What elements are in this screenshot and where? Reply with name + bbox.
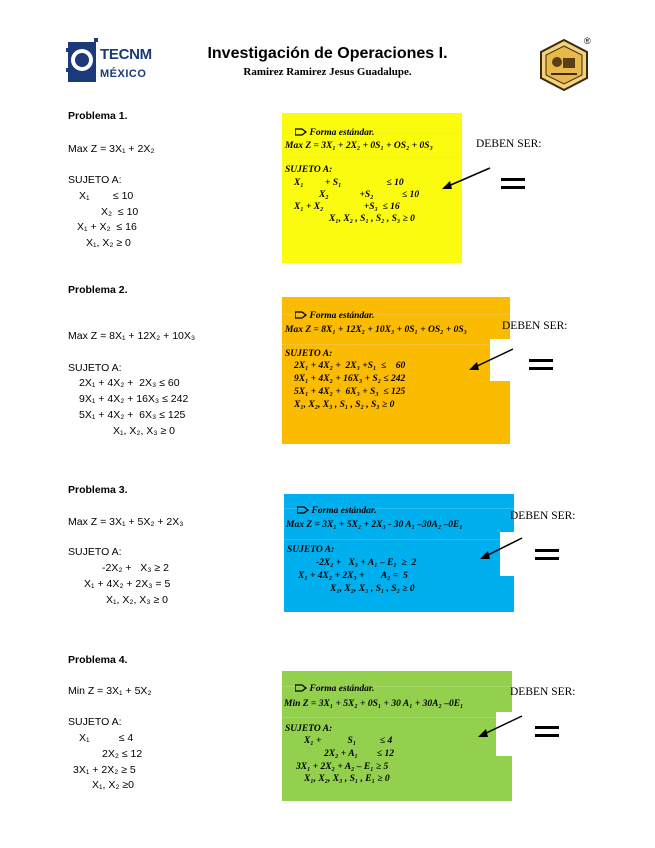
problem-1-heading: Problema 1.	[68, 110, 128, 122]
equals-sign	[535, 549, 559, 565]
arrow-icon	[474, 713, 526, 741]
problem-3-heading: Problema 3.	[68, 484, 128, 496]
forma-estandar-label: Forma estándar.	[287, 496, 376, 526]
std-constraint: X₁, X₂, X₃ , S₁ , E₁ ≥ 0	[304, 774, 390, 784]
registered-mark: ®	[584, 36, 591, 46]
equals-sign	[529, 359, 553, 375]
problem-1-constraint: X₁, X₂ ≥ 0	[86, 237, 131, 249]
problem-2-heading: Problema 2.	[68, 284, 128, 296]
problem-1-standard-box	[282, 113, 462, 263]
arrow-icon	[476, 535, 526, 563]
std-constraint: X₂ +S₂ ≤ 10	[319, 190, 420, 200]
problem-4-objective: Min Z = 3X₁ + 5X₂	[68, 685, 152, 697]
std-constraint: X₁, X₂, X₃ , S₁ , S₂ , S₃ ≥ 0	[294, 400, 395, 410]
std-sujeto: SUJETO A:	[287, 545, 335, 555]
problem-3-sujeto: SUJETO A:	[68, 546, 122, 558]
pointing-hand-icon	[295, 128, 307, 136]
problem-1-sujeto: SUJETO A:	[68, 174, 122, 186]
equals-sign	[535, 726, 559, 742]
deben-ser-label: DEBEN SER:	[510, 686, 576, 698]
problem-2-constraint: 5X₁ + 4X₂ + 6X₃ ≤ 125	[79, 409, 186, 421]
std-sujeto: SUJETO A:	[285, 165, 333, 175]
std-constraint: X₁ + 4X₂ + 2X₃ + A₂ = 5	[298, 571, 408, 581]
std-constraint: X₁ + S₁ ≤ 4	[304, 736, 393, 746]
problem-2-constraint: 2X₁ + 4X₂ + 2X₃ ≤ 60	[79, 377, 180, 389]
deben-ser-label: DEBEN SER:	[502, 320, 568, 332]
problem-3-objective: Max Z = 3X₁ + 5X₂ + 2X₃	[68, 516, 184, 528]
problem-1-constraint: X₁ ≤ 10	[79, 190, 134, 202]
std-constraint: -2X₂ + X₃ + A₁ – E₁ ≥ 2	[316, 558, 417, 568]
forma-estandar-label: Forma estándar.	[285, 118, 374, 148]
problem-4-heading: Problema 4.	[68, 654, 128, 666]
pointing-hand-icon	[295, 684, 307, 692]
problem-4-constraint: 2X₂ ≤ 12	[102, 748, 143, 760]
std-objective: Max Z = 3X₁ + 5X₂ + 2X₃ - 30 A₁ –30A₂ –0E₁	[286, 520, 463, 530]
forma-estandar-label: Forma estándar.	[285, 301, 374, 331]
logo-line2: MÉXICO	[100, 68, 147, 80]
pointing-hand-icon	[297, 506, 309, 514]
std-objective: Max Z = 8X₁ + 12X₂ + 10X₃ + 0S₁ + OS₂ + 0S₃	[285, 325, 467, 335]
std-constraint: 2X₂ + A₁ ≤ 12	[324, 749, 394, 759]
std-objective: Min Z = 3X₁ + 5X₂ + 0S₁ + 30 A₁ + 30A₂ –0E₁	[284, 699, 464, 709]
std-sujeto: SUJETO A:	[285, 349, 333, 359]
problem-3-constraint: X₁, X₂, X₃ ≥ 0	[106, 594, 169, 606]
equals-sign	[501, 178, 525, 194]
problem-1-constraint: X₁ + X₂ ≤ 16	[77, 221, 137, 233]
page-title: Investigación de Operaciones I.	[207, 45, 448, 62]
problem-3-constraint: -2X₂ + X₃ ≥ 2	[102, 562, 169, 574]
std-constraint: 3X₁ + 2X₂ + A₂ – E₁ ≥ 5	[296, 762, 389, 772]
problem-4-constraint: 3X₁ + 2X₂ ≥ 5	[73, 764, 136, 776]
std-constraint: X₁, X₂, X₃ , S₁ , S₂ ≥ 0	[330, 584, 415, 594]
problem-1-objective: Max Z = 3X₁ + 2X₂	[68, 143, 155, 155]
institution-seal-icon	[537, 38, 591, 92]
problem-1-constraint: X₂ ≤ 10	[101, 206, 139, 218]
std-constraint: 5X₁ + 4X₂ + 6X₃ + S₃ ≤ 125	[294, 387, 406, 397]
arrow-icon	[438, 165, 494, 193]
problem-4-constraint: X₁ ≤ 4	[79, 732, 134, 744]
deben-ser-label: DEBEN SER:	[476, 138, 542, 150]
forma-estandar-label: Forma estándar.	[285, 674, 374, 704]
std-constraint: X₁ + S₁ ≤ 10	[294, 178, 404, 188]
problem-3-constraint: X₁ + 4X₂ + 2X₃ = 5	[84, 578, 171, 590]
std-constraint: 9X₁ + 4X₂ + 16X₃ + S₂ ≤ 242	[294, 374, 406, 384]
std-constraint: X₁ + X₂ +S₃ ≤ 16	[294, 202, 400, 212]
problem-2-objective: Max Z = 8X₁ + 12X₂ + 10X₃	[68, 330, 196, 342]
std-objective: Max Z = 3X₁ + 2X₂ + 0S₁ + OS₂ + 0S₃	[285, 141, 433, 151]
tecnm-emblem-icon	[66, 38, 100, 88]
problem-2-constraint: X₁, X₂, X₃ ≥ 0	[113, 425, 176, 437]
problem-2-sujeto: SUJETO A:	[68, 362, 122, 374]
pointing-hand-icon	[295, 311, 307, 319]
problem-4-sujeto: SUJETO A:	[68, 716, 122, 728]
author-name: Ramirez Ramirez Jesus Guadalupe.	[243, 66, 412, 78]
arrow-icon	[465, 346, 517, 374]
problem-2-constraint: 9X₁ + 4X₂ + 16X₃ ≤ 242	[79, 393, 189, 405]
std-sujeto: SUJETO A:	[285, 724, 333, 734]
std-constraint: 2X₁ + 4X₂ + 2X₃ +S₁ ≤ 60	[294, 361, 406, 371]
std-constraint: X₁, X₂ , S₁ , S₂ , S₃ ≥ 0	[329, 214, 415, 224]
problem-4-constraint: X₁, X₂ ≥0	[92, 779, 134, 791]
deben-ser-label: DEBEN SER:	[510, 510, 576, 522]
logo-line1: TECNM	[100, 46, 152, 63]
